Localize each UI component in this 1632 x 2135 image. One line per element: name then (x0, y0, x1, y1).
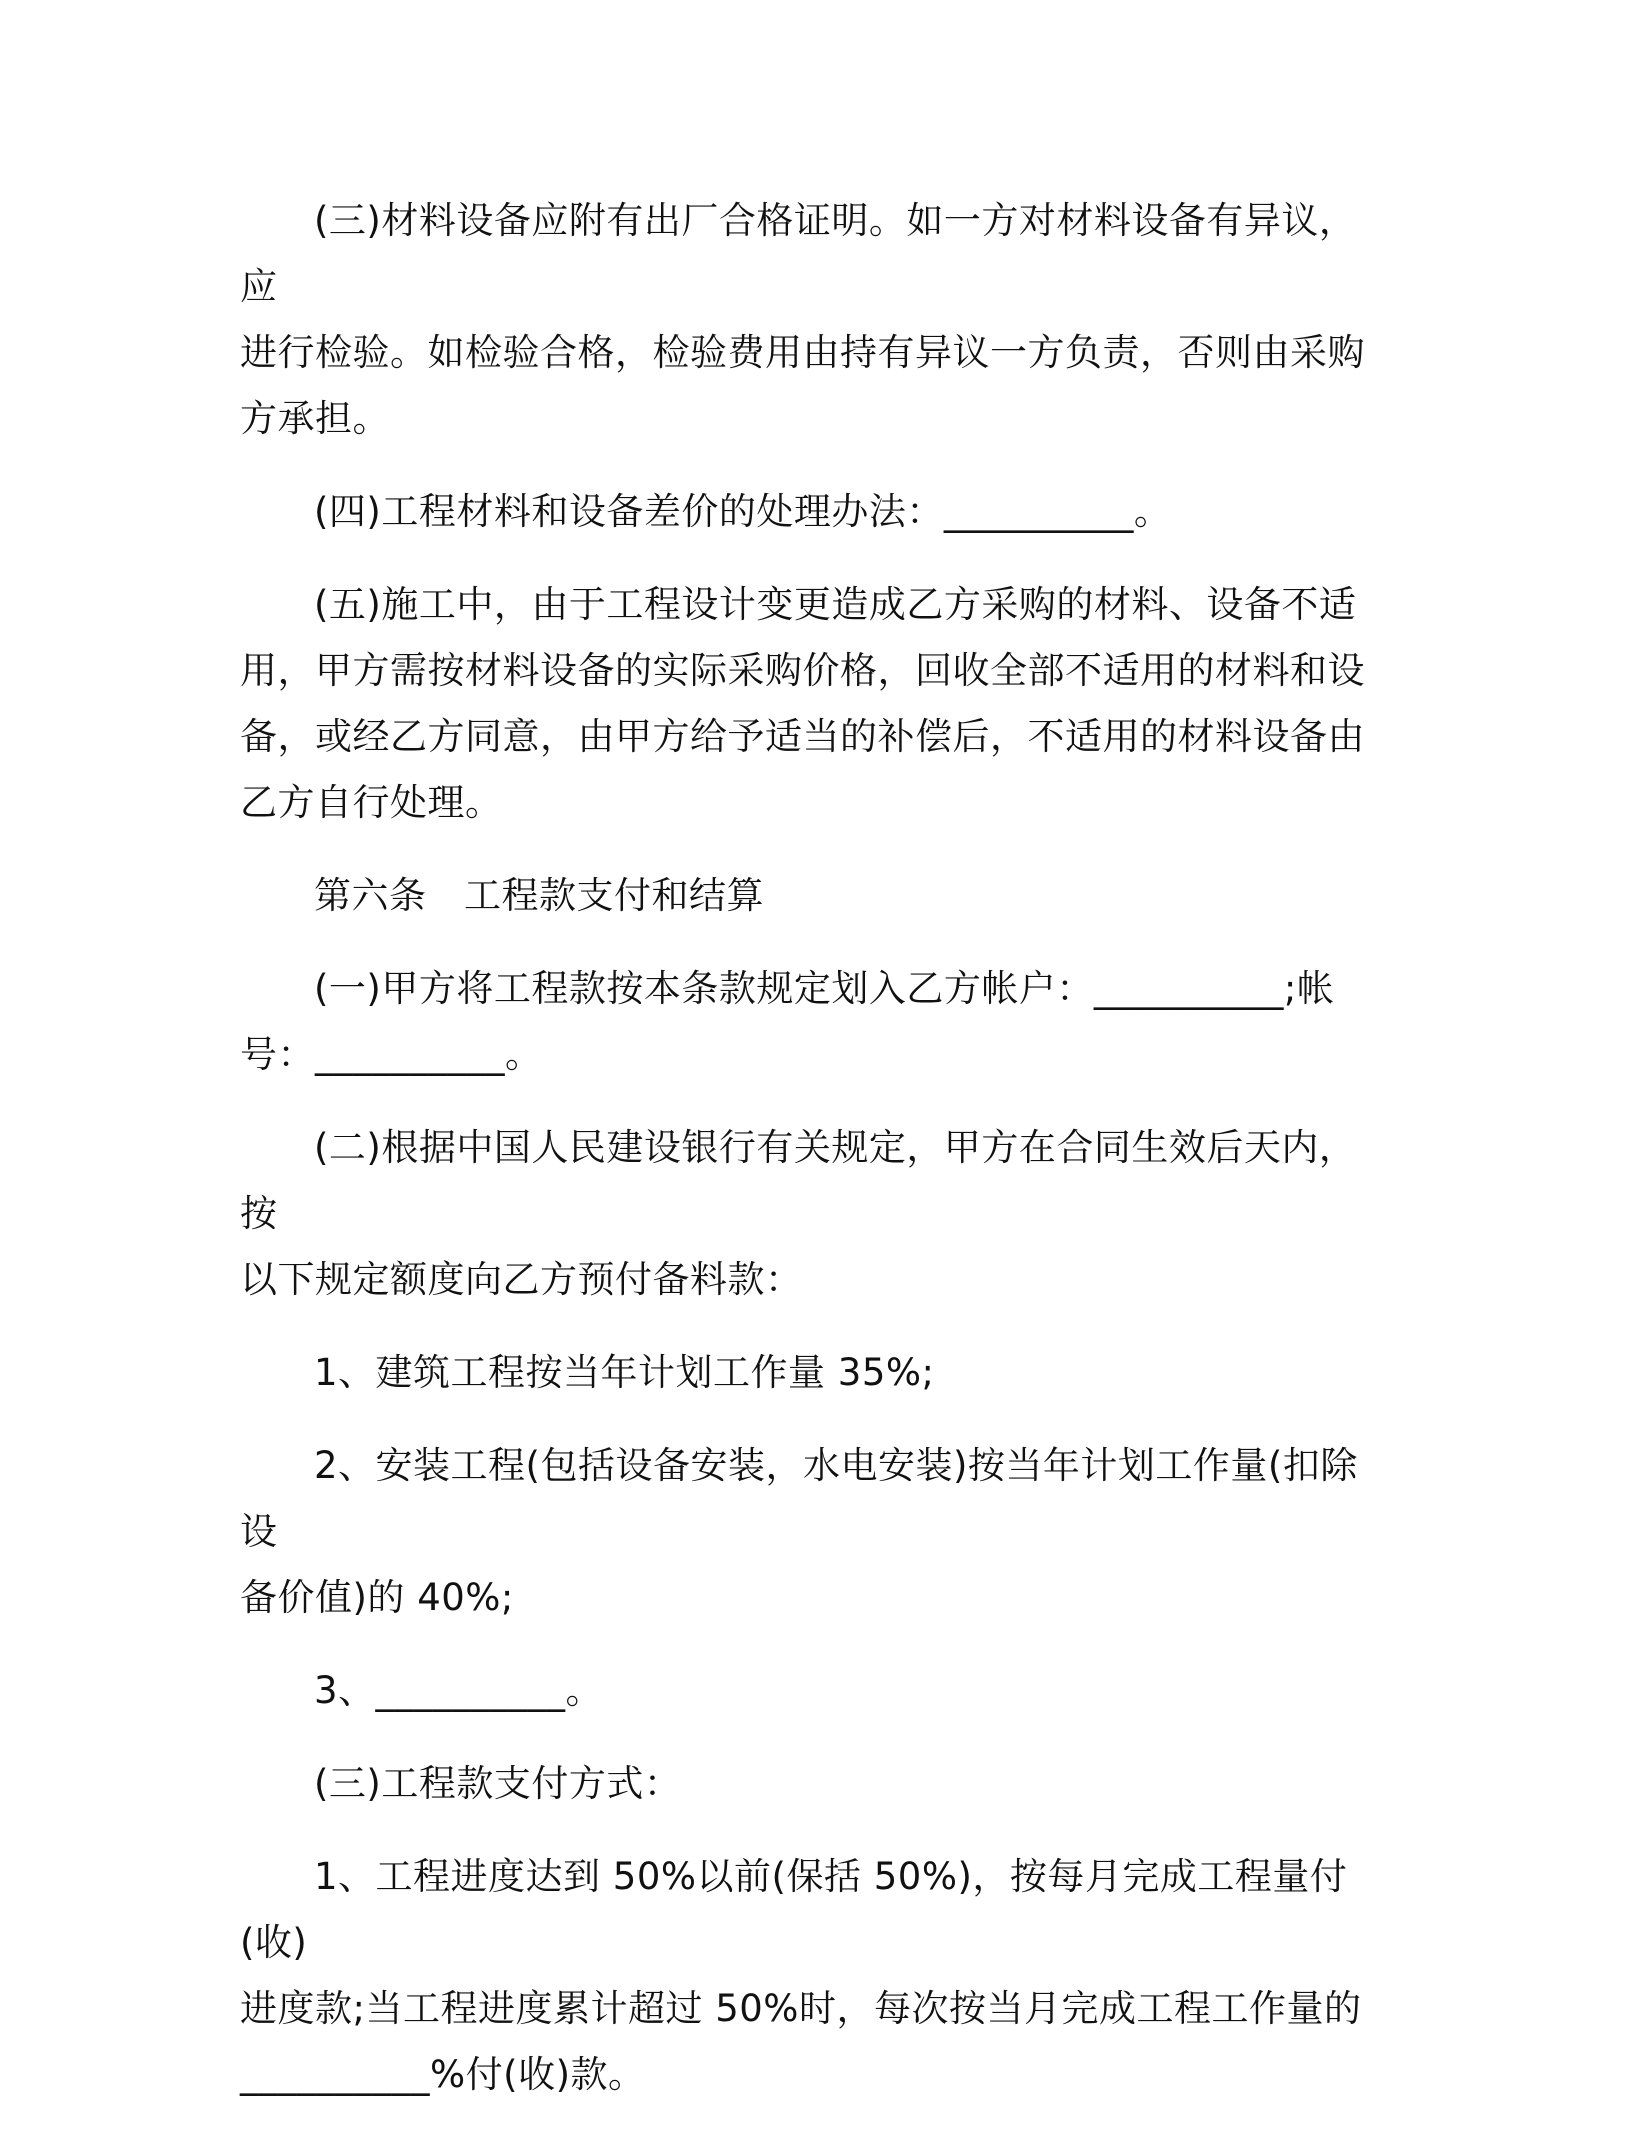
paragraph-payment-method (240, 1751, 1380, 1817)
list-item-construction (240, 1340, 1380, 1406)
text-line: 1、工程进度达到 50%以前(保括 50%)，按每月完成工程量付(收) (240, 1855, 1348, 1964)
text-line: (二)根据中国人民建设银行有关规定，甲方在合同生效后天内，按 (240, 1126, 1357, 1235)
text-line: 备价值)的 40%; (240, 1576, 514, 1619)
text-line: 号：__________。 (240, 1033, 543, 1076)
text-line: (三)工程款支付方式： (314, 1762, 682, 1805)
text-line: 乙方自行处理。 (240, 781, 503, 824)
text-line: 第六条 工程款支付和结算 (314, 874, 764, 917)
paragraph-account (240, 956, 1380, 1088)
text-line: 用，甲方需按材料设备的实际采购价格，回收全部不适用的材料和设 (240, 649, 1365, 692)
paragraph-advance-payment (240, 1115, 1380, 1313)
text-line: 进度款;当工程进度累计超过 50%时，每次按当月完成工程工作量的 (240, 1987, 1362, 2030)
text-line: (五)施工中，由于工程设计变更造成乙方采购的材料、设备不适 (314, 583, 1357, 626)
text-line: (三)材料设备应附有出厂合格证明。如一方对材料设备有异议，应 (240, 199, 1357, 308)
list-item-installation (240, 1433, 1380, 1631)
text-line: 1、建筑工程按当年计划工作量 35%; (314, 1351, 935, 1394)
text-line: 3、__________。 (314, 1669, 604, 1712)
text-line: 方承担。 (240, 397, 390, 440)
text-line: 备，或经乙方同意，由甲方给予适当的补偿后，不适用的材料设备由 (240, 715, 1365, 758)
text-line: (一)甲方将工程款按本条款规定划入乙方帐户：__________;帐 (314, 967, 1335, 1010)
text-line: 2、安装工程(包括设备安装，水电安装)按当年计划工作量(扣除设 (240, 1444, 1358, 1553)
paragraph-price-difference (240, 479, 1380, 545)
document-page (240, 188, 1380, 2135)
list-item-other (240, 1658, 1380, 1724)
text-line: 进行检验。如检验合格，检验费用由持有异议一方负责，否则由采购 (240, 331, 1365, 374)
paragraph-material-certificate (240, 188, 1380, 452)
list-item-progress-payment (240, 1844, 1380, 2108)
text-line: (四)工程材料和设备差价的处理办法：__________。 (314, 490, 1172, 533)
paragraph-design-change (240, 572, 1380, 836)
text-line: 以下规定额度向乙方预付备料款： (240, 1258, 803, 1301)
article-six-heading (240, 863, 1380, 929)
text-line: __________%付(收)款。 (240, 2053, 646, 2096)
